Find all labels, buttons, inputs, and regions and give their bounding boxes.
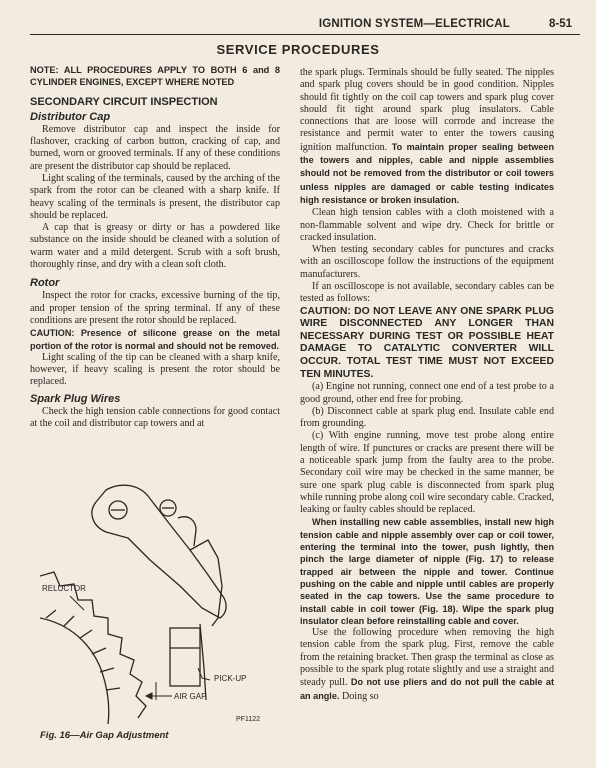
distributor-housing-outline — [92, 485, 226, 618]
step-b: (b) Disconnect cable at spark plug end. Insulate cable end from grounding. — [300, 405, 554, 430]
distributor-cap-paragraph-2: Light scaling of the terminals, caused by the arching of the spark from the rotor can be cleaned with a sharp knife. If heavy scaling of the terminals is present, the distributor cap should be replaced. — [30, 173, 280, 221]
spark-plug-wires-paragraph: Check the high tension cable connections for good contact at the coil and distributor cap towers and at — [30, 405, 280, 430]
section-title: IGNITION SYSTEM—ELECTRICAL — [318, 18, 510, 30]
rotor-caution: CAUTION: Presence of silicone grease on the metal portion of the rotor is normal and should not be removed. — [30, 328, 280, 351]
installation-instructions: When installing new cable assemblies, install new high tension cable and nipple assembly over cap or coil tower, entering the terminal into the tower, push lightly, then pinch the large diameter of nipple (Fig. 17) to release trapped air between the nipple and tower. Continue pushing on the cable and nipple until cables are properly seated in the cap towers. Use the same procedure to install cable in coil tower (Fig. 18). Wipe the spark plug insulator clean before reinstalling cable and cover. — [300, 517, 554, 626]
figure-caption: Fig. 16—Air Gap Adjustment — [40, 730, 169, 741]
page-number: 8-51 — [548, 18, 572, 30]
step-c: (c) With engine running, move test probe along entire length of wire. If punctures or cracks are present there will be a noticeable spark jump from the faulty area to the probe. Secondary coil wire may be checked in the same manner, be sure one spark plug cable is disconnected from spark plug while running probe along coil wire secondary cable. Cracked, leaking or faulty cables should be replaced. — [300, 430, 554, 516]
reluctor-label: RELUCTOR — [42, 584, 86, 593]
right-column — [300, 67, 554, 703]
rotor-paragraph-2: Light scaling of the tip can be cleaned with a sharp knife, however, if heavy scaling is present the rotor should be replaced. — [30, 351, 280, 388]
left-column — [30, 64, 280, 430]
distributor-cap-paragraph-1: Remove distributor cap and inspect the inside for flashover, cracking of carbon button, cracking of cap, and burned, worn or grooved terminals. If any of these conditions are present the distributor cap should be replaced. — [30, 123, 280, 172]
pickup-label: PICK-UP — [214, 674, 247, 683]
removal-warning: Do not use pliers and do not pull the cable at an angle. — [300, 677, 554, 701]
no-oscilloscope-paragraph: If an oscilloscope is not available, secondary cables can be tested as follows: — [300, 281, 554, 305]
spark-plug-wires-heading: Spark Plug Wires — [30, 392, 121, 405]
removal-paragraph — [300, 627, 554, 703]
step-a: (a) Engine not running, connect one end of a test probe to a good ground, other end free for probing. — [300, 381, 554, 405]
rotor-paragraph-1: Inspect the rotor for cracks, excessive burning of the tip, and proper tension of the spring terminal. If any of these conditions are present the rotor should be replaced. — [30, 290, 280, 326]
rotor-heading: Rotor — [30, 277, 60, 290]
distributor-cap-paragraph-3: A cap that is greasy or dirty or has a powdered like substance on the inside should be cleaned with a solution of warm water and a mild detergent. Scrub with a soft brush, thoroughly rinse, and dry with a clean soft cloth. — [30, 222, 280, 271]
page-title: SERVICE PROCEDURES — [216, 42, 380, 57]
cable-connections-paragraph — [300, 67, 554, 207]
air-gap-drawing — [40, 468, 275, 730]
removal-text: Use the following procedure when removing the high tension cable from the spark plug. First, remove the cable from the retaining bracket. Then grasp the terminal as close as possible to the spark plug rotate slightly and use a straight and steady pull. — [300, 627, 554, 689]
removal-tail: Doing so — [341, 690, 379, 702]
pickup-bracket — [190, 540, 222, 626]
oscilloscope-paragraph: When testing secondary cables for punctures and cracks with an oscilloscope follow the instructions of the equipment manufacturers. — [300, 244, 554, 280]
catalytic-converter-caution: CAUTION: DO NOT LEAVE ANY ONE SPARK PLUG WIRE DISCONNECTED ANY LONGER THAN NECESSARY DURING TEST OR POSSIBLE HEAT DAMAGE TO CATALYTIC CONVERTER WILL OCCUR. TOTAL TEST TIME MUST NOT EXCEED TEN MINUTES. — [300, 305, 554, 380]
pickup-coil — [170, 628, 200, 686]
figure-code: PF1122 — [236, 716, 260, 723]
test-steps — [300, 381, 554, 516]
sealing-warning: To maintain proper sealing between the towers and nipples, cable and nipple assemblies should not be removed from the distributor or coil towers unless nipples are damaged or cable testing indicates high resistance or broken insulation. — [300, 141, 555, 205]
page-header — [30, 16, 580, 35]
cable-connections-text: the spark plugs. Terminals should be fully seated. The nipples and spark plug covers should be in good condition. Nipples should fit tightly on the coil cap towers and spark plug cover should fit tight around spark plug insulators. Cable connections that are loose will corrode and increase the resistance and permit water to enter the towers causing ignition malfunction. — [300, 67, 554, 153]
reluctor-wheel — [40, 572, 146, 718]
cleaning-paragraph: Clean high tension cables with a cloth moistened with a non-flammable solvent and wipe dry. Check for brittle or cracked insulation. — [300, 207, 554, 243]
air-gap-figure — [40, 468, 275, 758]
air-gap-label: AIR GAP — [174, 692, 207, 701]
section-heading: SECONDARY CIRCUIT INSPECTION — [30, 95, 218, 108]
distributor-cap-heading: Distributor Cap — [30, 110, 111, 123]
engine-note: NOTE: ALL PROCEDURES APPLY TO BOTH 6 and 8 CYLINDER ENGINES, EXCEPT WHERE NOTED — [30, 65, 280, 88]
pickup-coil-arm — [200, 624, 206, 700]
